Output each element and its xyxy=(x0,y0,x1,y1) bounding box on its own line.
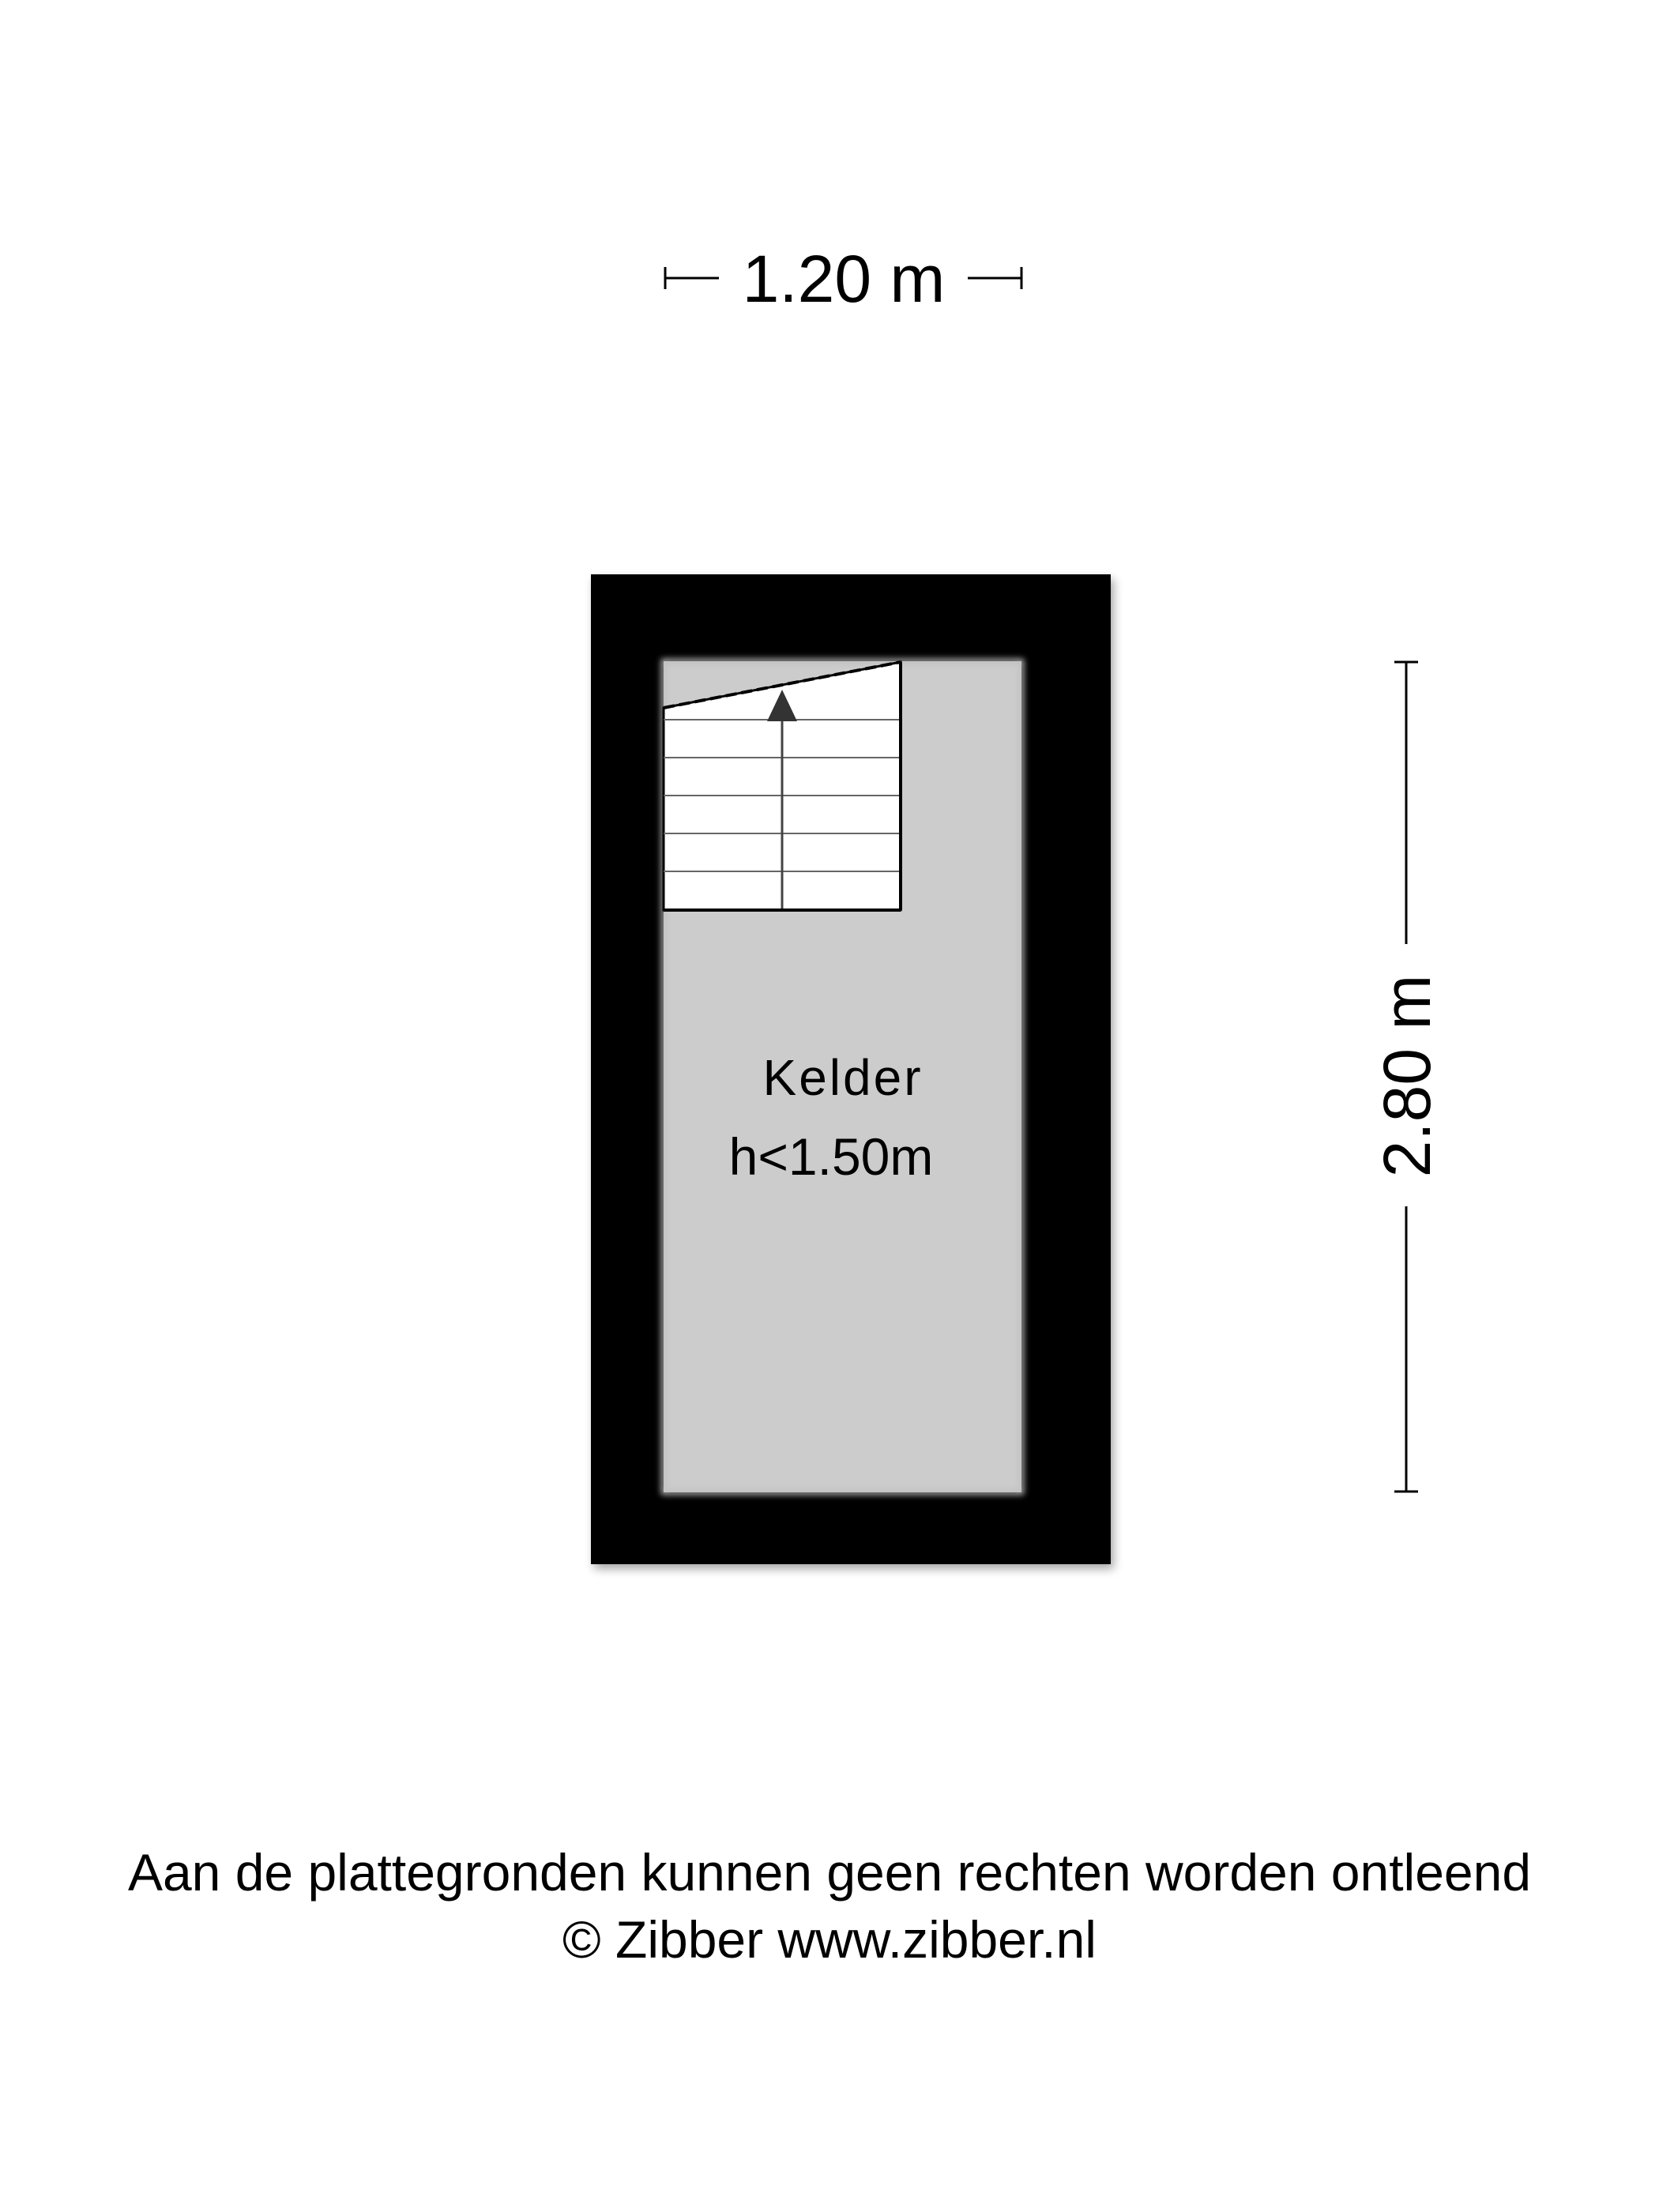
copyright-notice: © Zibber www.zibber.nl xyxy=(562,1910,1097,1969)
width-dimension xyxy=(665,242,1021,316)
width-dimension-label: 1.20 m xyxy=(742,242,946,316)
room-height-note: h<1.50m xyxy=(728,1127,934,1186)
height-dimension-label: 2.80 m xyxy=(1370,974,1444,1178)
plan-disclaimer: Aan de plattegronden kunnen geen rechten worden ontleend xyxy=(127,1843,1532,1902)
room-name: Kelder xyxy=(762,1049,924,1106)
height-dimension xyxy=(1370,662,1444,1492)
